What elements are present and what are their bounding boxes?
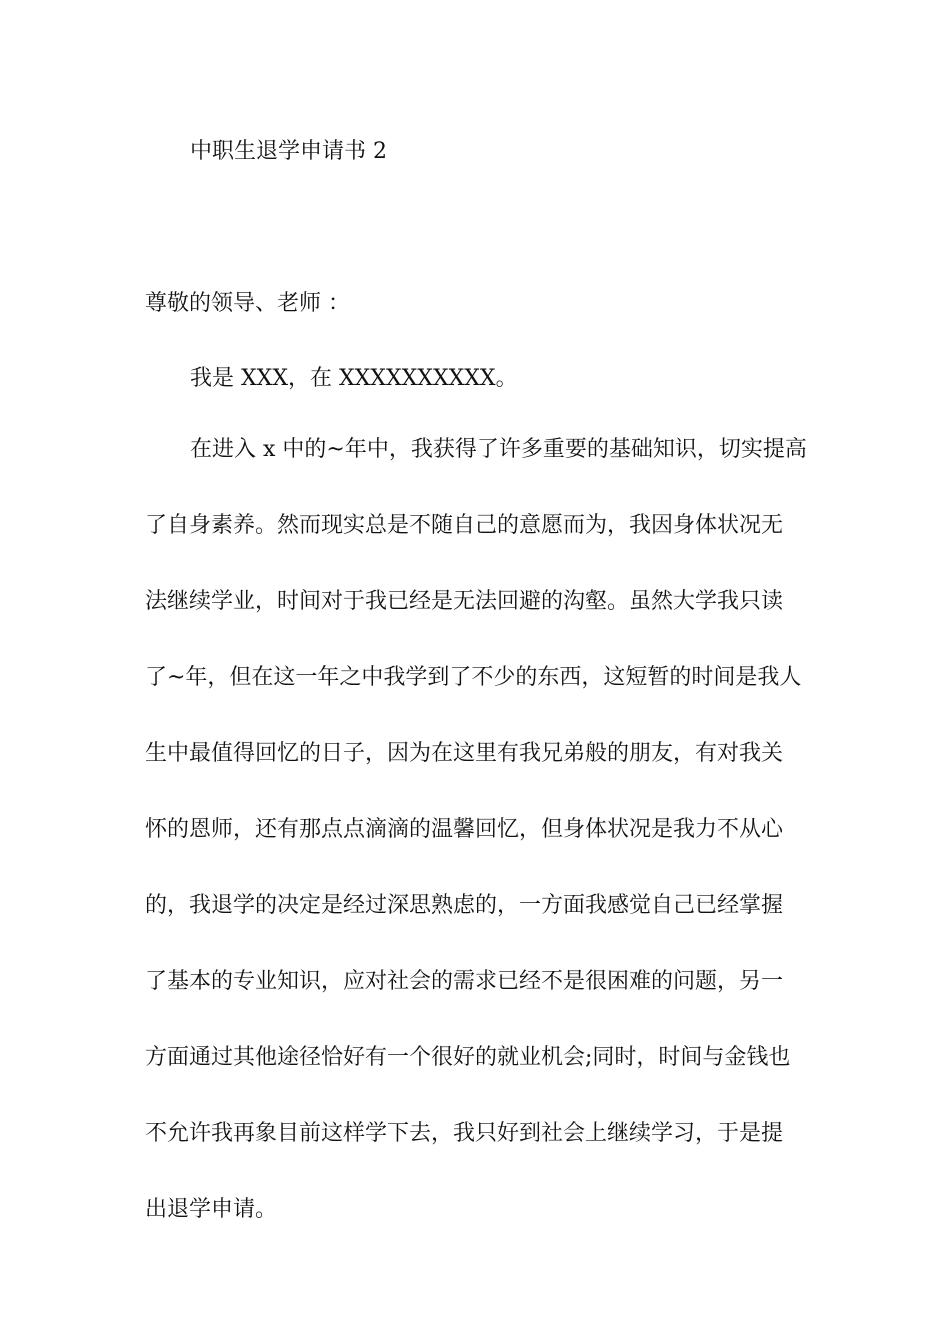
body-line: 了~年，但在这一年之中我学到了不少的东西，这短暂的时间是我人 bbox=[145, 665, 802, 690]
body-line: 出退学申请。 bbox=[145, 1197, 278, 1222]
document-title: 中职生退学申请书 2 bbox=[190, 139, 387, 164]
body-line: 的，我退学的决定是经过深思熟虑的，一方面我感觉自己已经掌握 bbox=[145, 893, 784, 918]
body-line: 了基本的专业知识，应对社会的需求已经不是很困难的问题，另一 bbox=[145, 969, 784, 994]
body-line: 了自身素养。然而现实总是不随自己的意愿而为，我因身体状况无 bbox=[145, 513, 784, 538]
body-line: 在进入 x 中的~年中，我获得了许多重要的基础知识，切实提高 bbox=[190, 437, 807, 462]
body-line: 方面通过其他途径恰好有一个很好的就业机会;同时，时间与金钱也 bbox=[145, 1045, 791, 1070]
body-line: 怀的恩师，还有那点点滴滴的温馨回忆，但身体状况是我力不从心 bbox=[145, 817, 784, 842]
body-line: 法继续学业，时间对于我已经是无法回避的沟壑。虽然大学我只读 bbox=[145, 589, 784, 614]
salutation: 尊敬的领导、老师 ： bbox=[145, 291, 350, 316]
body-paragraph bbox=[145, 436, 810, 1272]
intro-line: 我是 XXX，在 XXXXXXXXXX。 bbox=[190, 366, 518, 391]
body-line: 不允许我再象目前这样学下去，我只好到社会上继续学习，于是提 bbox=[145, 1121, 784, 1146]
body-line: 生中最值得回忆的日子，因为在这里有我兄弟般的朋友，有对我关 bbox=[145, 741, 784, 766]
